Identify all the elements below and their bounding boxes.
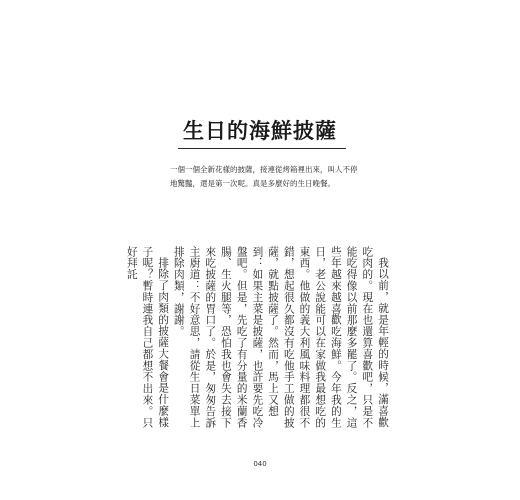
title-rule xyxy=(178,148,346,149)
page-title: 生日的海鮮披薩 xyxy=(183,118,337,143)
page-number: 040 xyxy=(253,460,267,468)
body-paragraph: 我以前，就是年輕的時候，滿喜歡吃肉的。現在也還算喜歡吧，只是不能吃得像以前那麼多罷了。反之，這些年越來越喜歡吃海鮮。今年我的生日，老公說能可以在家做我最想吃的東西。他做的義大利風味料理都很不錯，想起很久都沒有吃他手工做的披薩，就點披薩了。然而，馬上又想到：如果主菜是披薩，也許要先吃冷盤吧。但是，先吃了有分量的米蘭香腸、生火腿等，恐怕我也會失去接下來吃披薩的胃口了。於是，匆匆告訴主廚道：不好意思，請從生日菜單上排除肉類，謝謝。 xyxy=(172,246,389,429)
body-paragraph: 排除了肉類的披薩大餐會是什麼樣子呢？暫時連我自己都想不出來。只好拜託 xyxy=(125,246,170,429)
intro-line: 一個一個全新花樣的披薩，接連從烤箱裡出來，叫人不停 xyxy=(170,165,358,174)
intro-paragraph xyxy=(170,163,366,191)
intro-line: 地驚豔，還是第一次呢。真是多麼好的生日晚餐。 xyxy=(170,179,335,188)
vertical-body-text xyxy=(125,246,390,434)
